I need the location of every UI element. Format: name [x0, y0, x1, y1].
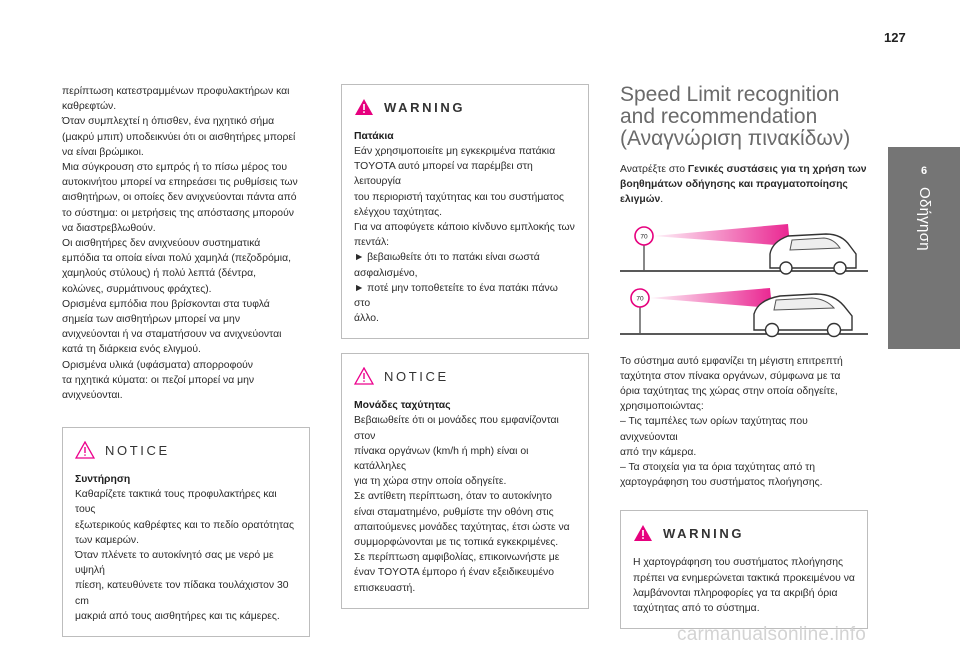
- camera-illustration-front: [620, 222, 868, 278]
- text-line: πεντάλ:: [354, 237, 390, 249]
- text-line: and recommendation: [620, 105, 818, 128]
- text-line: άλλο.: [354, 313, 379, 325]
- text-line: Για να αποφύγετε κάποιο κίνδυνο εμπλοκής των: [354, 222, 575, 234]
- text-line: κατά τη διάρκεια ενός ελιγμού.: [62, 344, 201, 356]
- text-line: ► βεβαιωθείτε ότι το πατάκι είναι σωστά: [354, 252, 540, 264]
- warning-subhead: Πατάκια: [354, 131, 394, 142]
- text-line: Η χαρτογράφηση του συστήματος πλοήγησης: [633, 557, 844, 569]
- text-line: Μια σύγκρουση στο εμπρός ή το πίσω μέρος του: [62, 162, 288, 174]
- text-line: πίεση, κατευθύνετε τον πίδακα τουλάχιστον 30 cm: [75, 580, 289, 607]
- watermark: carmanualsonline.info: [677, 624, 867, 645]
- notice-subhead: Μονάδες ταχύτητας: [354, 400, 451, 412]
- notice-box: [62, 427, 310, 637]
- text-line: σημεία των αισθητήρων μπορεί να μην: [62, 314, 241, 326]
- text-line: Ορισμένα υλικά (υφάσματα) απορροφούν: [62, 359, 253, 371]
- section-title: [620, 84, 868, 150]
- intro-reference[interactable]: Γενικές συστάσεις για τη χρήση των: [687, 164, 867, 175]
- column-1: [62, 84, 310, 637]
- notice-text: [354, 413, 576, 595]
- notice-title: NOTICE: [105, 442, 170, 458]
- text-line: Καθαρίζετε τακτικά τους προφυλακτήρες και τους: [75, 489, 277, 516]
- text-line: ανιχνεύονται ή να σταματήσουν να ανιχνεύονται: [62, 329, 282, 341]
- text-line: χαρτογράφηση του συστήματος πλοήγησης.: [620, 477, 823, 489]
- text-line: καθρεφτών.: [62, 101, 117, 113]
- camera-illustration-rear: [620, 284, 868, 340]
- intro-text: Ανατρέξτε στο Γενικές συστάσεις για τη χρήση των βοηθημάτων οδήγησης και πραγματοποίησης ελιγμών.: [620, 164, 867, 206]
- text-line: ταχύτητας από το σύστημα.: [633, 603, 760, 615]
- text-line: Εάν χρησιμοποιείτε μη εγκεκριμένα πατάκια: [354, 146, 556, 157]
- body-text: [62, 84, 310, 403]
- text-line: Σε περίπτωση αμφιβολίας, επικοινωνήστε με: [354, 552, 560, 564]
- text-line: του περιοριστή ταχύτητας και του συστήματος: [354, 191, 565, 203]
- text-line: TOYOTA αυτό μπορεί να παρέμβει στη λειτουργία: [354, 161, 533, 188]
- chapter-title: Οδήγηση: [916, 187, 933, 251]
- svg-text:70: 70: [640, 233, 648, 241]
- camera-beam-icon: [653, 224, 790, 246]
- text-line: χρησιμοποιώντας:: [620, 401, 704, 413]
- text-line: Οι αισθητήρες δεν ανιχνεύουν συστηματικά: [62, 238, 261, 250]
- warning-box: [341, 84, 589, 339]
- text-line: Σε αντίθετη περίπτωση, όταν το αυτοκίνητο: [354, 491, 552, 503]
- text-line: όρια ταχύτητας της χώρας στην οποία οδηγείτε,: [620, 386, 838, 398]
- text-line: – Τα στοιχεία για τα όρια ταχύτητας από τη: [620, 462, 816, 474]
- chapter-tab[interactable]: [888, 147, 960, 349]
- column-3: [620, 84, 868, 629]
- text-line: απαιτούμενες μονάδες ταχύτητας, έτσι ώστε να: [354, 521, 570, 533]
- text-line: (μακρύ μπιπ) υποδεικνύει ότι οι αισθητήρες μπορεί: [62, 131, 296, 143]
- text-line: Όταν συμπλεχτεί η όπισθεν, ένα ηχητικό σήμα: [62, 116, 275, 128]
- text-line: περίπτωση κατεστραμμένων προφυλακτήρων και: [62, 86, 290, 97]
- chapter-number: 6: [920, 165, 928, 177]
- text-line: Speed Limit recognition: [620, 83, 840, 106]
- text-line: χαμηλούς στύλους) ή πολύ λεπτά (δέντρα,: [62, 268, 257, 280]
- notice-subhead: Συντήρηση: [75, 474, 131, 486]
- text-line: αυτοκινήτου μπορεί να επηρεάσει τις ρυθμίσεις των: [62, 177, 298, 189]
- text-line: – Τις ταμπέλες των ορίων ταχύτητας που ανιχνεύονται: [620, 416, 808, 443]
- text-line: τα ηχητικά κύματα: οι πεζοί μπορεί να μην: [62, 374, 255, 386]
- text-line: μακριά από τους αισθητήρες και τις κάμερες.: [75, 610, 280, 622]
- text-line: από την κάμερα.: [620, 446, 697, 458]
- text-line: είναι σταματημένο, ρυθμίστε την οθόνη στις: [354, 506, 554, 518]
- text-line: εμπόδια τα οποία είναι πολύ χαμηλά (πεζοδρόμια,: [62, 253, 291, 265]
- text-line: το σύστημα: οι μετρήσεις της απόστασης μπορούν: [62, 207, 294, 219]
- text-line: ► ποτέ μην τοποθετείτε το ένα πατάκι πάνω στο: [354, 282, 558, 310]
- column-2: [341, 84, 589, 609]
- text-line: συμμορφώνονται με τις τοπικά εγκεκριμένες.: [354, 537, 559, 549]
- text-line: εξωτερικούς καθρέφτες και το πεδίο ορατότητας: [75, 519, 294, 531]
- page-number: 127: [884, 30, 906, 45]
- text-line: για τη χώρα στην οποία οδηγείτε.: [354, 476, 507, 488]
- warning-icon: [354, 98, 374, 116]
- notice-title: NOTICE: [384, 368, 449, 384]
- warning-text: [633, 555, 855, 616]
- warning-title: WARNING: [384, 99, 466, 115]
- text-line: ανιχνεύονται.: [62, 390, 123, 402]
- text-line: των καμερών.: [75, 534, 139, 546]
- text-line: ασφαλισμένο,: [354, 267, 418, 279]
- text-line: αισθητήρων, οι οποίες δεν ανιχνεύονται πάντα από: [62, 192, 297, 204]
- text-line: (Αναγνώριση πινακίδων): [620, 127, 851, 150]
- text-line: Βεβαιωθείτε ότι οι μονάδες που εμφανίζονται στον: [354, 415, 559, 442]
- warning-title: WARNING: [663, 525, 745, 541]
- text-line: πρέπει να ενημερώνεται τακτικά προκειμένου να: [633, 572, 855, 584]
- warning-text: [354, 144, 576, 326]
- text-line: να διαστρεβλωθούν.: [62, 222, 156, 234]
- text-line: ελέγχου ταχύτητας.: [354, 206, 443, 218]
- text-line: Όταν πλένετε το αυτοκίνητό σας με νερό με υψηλή: [75, 550, 274, 577]
- notice-icon: [75, 441, 95, 459]
- text-line: λαμβάνονται πληροφορίες γα τα ακριβή όρια: [633, 587, 838, 599]
- warning-icon: [633, 524, 653, 542]
- warning-box: [620, 510, 868, 629]
- notice-icon: [354, 367, 374, 385]
- svg-text:70: 70: [636, 295, 644, 303]
- camera-beam-icon: [649, 288, 772, 308]
- text-line: έναν TOYOTA έμπορο ή έναν εξειδικευμένο: [354, 567, 554, 579]
- text-line: κολώνες, συρμάτινους φράχτες).: [62, 283, 212, 295]
- text-line: ταχύτητα στον πίνακα οργάνων, σύμφωνα με τα: [620, 370, 841, 382]
- text-line: επισκευαστή.: [354, 582, 416, 594]
- body-text: [620, 354, 868, 491]
- text-line: πίνακα οργάνων (km/h ή mph) είναι οι κατάλληλες: [354, 445, 529, 473]
- notice-text: [75, 487, 297, 624]
- text-line: Το σύστημα αυτό εμφανίζει τη μέγιστη επιτρεπτή: [620, 355, 843, 367]
- text-line: Ορισμένα εμπόδια που βρίσκονται στα τυφλά: [62, 298, 270, 310]
- notice-box: [341, 353, 589, 608]
- text-line: να είναι βρώμικοι.: [62, 146, 144, 158]
